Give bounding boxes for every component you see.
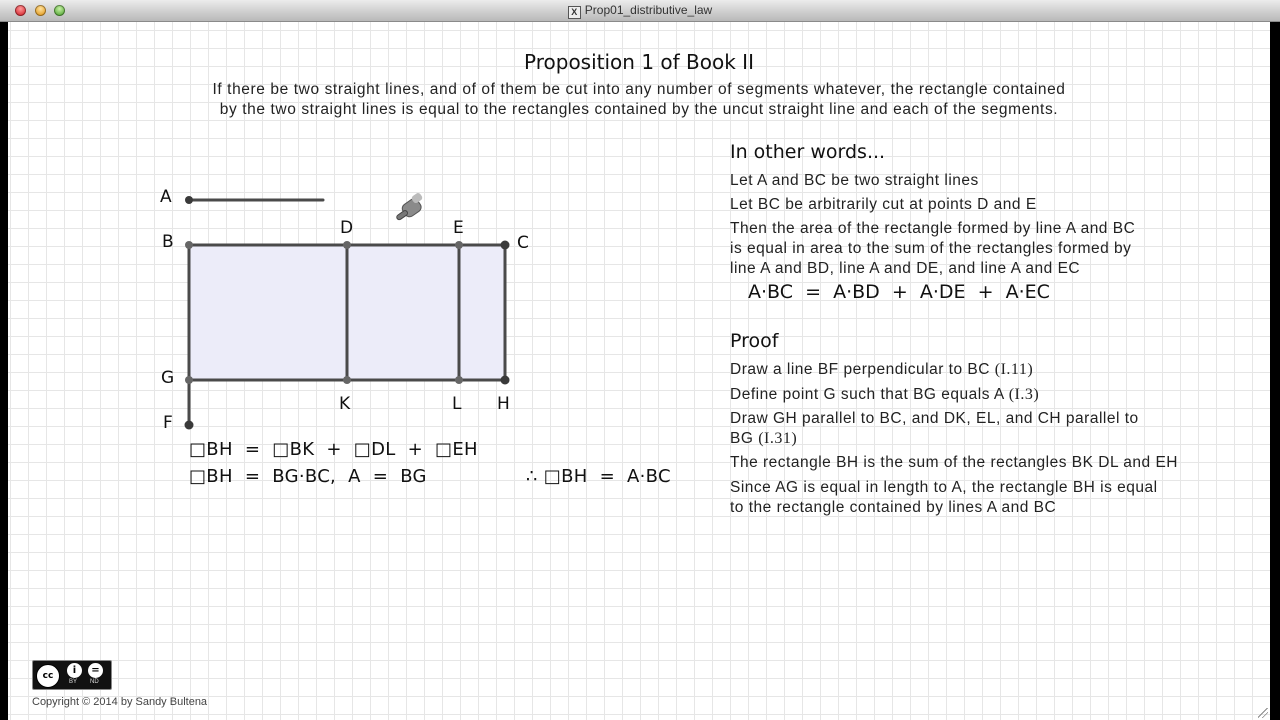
geometry-diagram — [8, 22, 708, 452]
label-K: K — [339, 394, 351, 414]
proof-step — [730, 360, 1260, 380]
point-B[interactable] — [185, 241, 193, 249]
statement-line: by the two straight lines is equal to the rectangles contained by the uncut straight line and each of the segments. — [219, 101, 1059, 118]
proof-reference: (I.11) — [994, 361, 1034, 378]
proof-step-text: Since AG is equal in length to A, the rectangle BH is equal — [730, 479, 1158, 496]
label-H: H — [497, 394, 510, 414]
explanation-line: Then the area of the rectangle formed by line A and BC — [730, 220, 1136, 237]
rectangle-EH — [459, 245, 505, 380]
window-title-text: Prop01_distributive_law — [584, 3, 713, 17]
x11-icon: X — [568, 6, 581, 19]
proof-reference: (I.3) — [1008, 386, 1040, 403]
rectangle-DL — [347, 245, 459, 380]
distributive-formula: A·BC = A·BD + A·DE + A·EC — [748, 281, 1050, 303]
label-G: G — [161, 368, 175, 388]
point-D[interactable] — [343, 241, 351, 249]
proof-heading: Proof — [730, 330, 779, 352]
proof-step-text: Draw GH parallel to BC, and DK, EL, and CH parallel to — [730, 410, 1139, 427]
window-title — [0, 3, 1280, 19]
proof-step — [730, 453, 1260, 473]
no-derivatives-icon: = — [88, 663, 103, 678]
cc-license-badge — [32, 660, 112, 690]
label-B: B — [162, 232, 174, 252]
statement-line: If there be two straight lines, and of of them be cut into any number of segments whatever, the rectangle contained — [212, 81, 1066, 98]
cc-by-label: BY — [69, 679, 78, 685]
window-titlebar[interactable] — [0, 0, 1280, 22]
label-A: A — [160, 187, 172, 207]
label-E: E — [453, 218, 464, 238]
explanation-line: line A and BD, line A and DE, and line A and EC — [730, 260, 1081, 277]
proof-step — [730, 498, 1260, 518]
point-F[interactable] — [185, 421, 194, 430]
point-G[interactable] — [185, 376, 193, 384]
equation-sum: □BH = □BK + □DL + □EH — [189, 439, 478, 460]
label-F: F — [163, 413, 173, 433]
drawing-canvas[interactable] — [8, 22, 1270, 720]
label-D: D — [340, 218, 354, 238]
point-L[interactable] — [455, 376, 463, 384]
explanation-line: is equal in area to the sum of the rectangles formed by — [730, 240, 1132, 257]
point-K[interactable] — [343, 376, 351, 384]
point-H[interactable] — [501, 376, 510, 385]
proof-step — [730, 429, 1260, 449]
explanation-line: Let BC be arbitrarily cut at points D and E — [730, 196, 1037, 213]
point-A[interactable] — [185, 196, 193, 204]
proof-step-text: BG — [730, 430, 759, 447]
point-C[interactable] — [501, 241, 510, 250]
cc-logo-icon: cc — [36, 664, 60, 688]
proof-step — [730, 478, 1260, 498]
rectangle-BK — [189, 245, 347, 380]
proof-reference: (I.31) — [758, 430, 798, 447]
proof-step-text: to the rectangle contained by lines A and BC — [730, 499, 1057, 516]
resize-handle-icon[interactable] — [1258, 708, 1268, 718]
label-L: L — [452, 394, 462, 414]
proof-step — [730, 385, 1260, 405]
label-C: C — [517, 233, 529, 253]
proof-step-text: Define point G such that BG equals A — [730, 386, 1009, 403]
equation-conclusion: ∴ □BH = A·BC — [526, 466, 671, 487]
hand-pointer-icon — [392, 192, 428, 224]
proof-step-text: Draw a line BF perpendicular to BC — [730, 361, 995, 378]
explanation-line: Let A and BC be two straight lines — [730, 172, 979, 189]
attribution-icon: i — [67, 663, 82, 678]
equation-product: □BH = BG·BC, A = BG — [189, 466, 427, 487]
in-other-words-heading: In other words... — [730, 141, 886, 163]
proof-step-text: The rectangle BH is the sum of the rectangles BK DL and EH — [730, 454, 1178, 471]
cc-nd-label: ND — [90, 679, 99, 685]
page-title: Proposition 1 of Book II — [524, 50, 754, 74]
copyright-text: Copyright © 2014 by Sandy Bultena — [32, 696, 208, 708]
point-E[interactable] — [455, 241, 463, 249]
proof-step — [730, 409, 1260, 429]
